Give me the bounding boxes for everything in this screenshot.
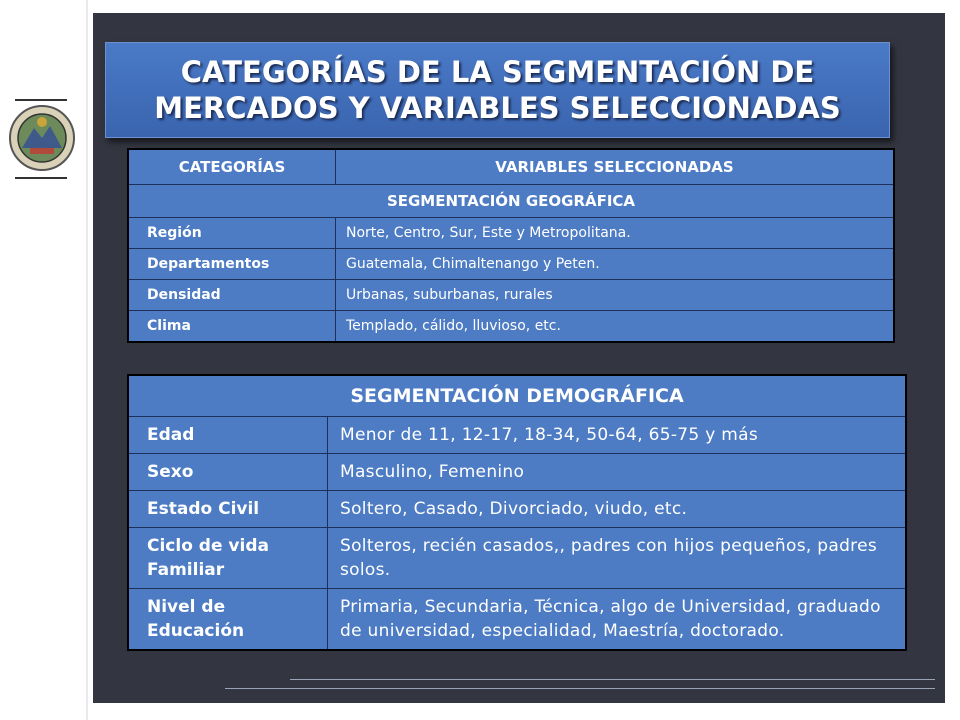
demo-section-title: SEGMENTACIÓN DEMOGRÁFICA xyxy=(128,375,906,417)
title-banner xyxy=(105,42,890,138)
row-value: Norte, Centro, Sur, Este y Metropolitana. xyxy=(336,218,895,249)
row-value: Masculino, Femenino xyxy=(328,454,907,491)
footer-rule-2 xyxy=(225,688,935,689)
row-category: Sexo xyxy=(128,454,328,491)
table-row xyxy=(128,454,906,491)
table-row xyxy=(128,491,906,528)
table-row xyxy=(128,249,894,280)
logo-rule-bottom xyxy=(15,177,67,179)
table-row xyxy=(128,218,894,249)
slide-title: CATEGORÍAS DE LA SEGMENTACIÓN DE MERCADOS Y VARIABLES SELECCIONADAS xyxy=(154,55,841,125)
section-row xyxy=(128,185,894,218)
row-category: Región xyxy=(128,218,336,249)
row-category: Edad xyxy=(128,417,328,454)
left-border-line xyxy=(86,0,88,720)
footer-rule-1 xyxy=(290,679,935,680)
table-row xyxy=(128,311,894,343)
row-category: Nivel de Educación xyxy=(128,589,328,651)
row-value: Urbanas, suburbanas, rurales xyxy=(336,280,895,311)
table-header-row xyxy=(128,149,894,185)
geo-section-title: SEGMENTACIÓN GEOGRÁFICA xyxy=(128,185,894,218)
row-value: Solteros, recién casados,, padres con hijos pequeños, padres solos. xyxy=(328,528,907,589)
row-value: Primaria, Secundaria, Técnica, algo de Universidad, graduado de universidad, especialidad, Maestría, doctorado. xyxy=(328,589,907,651)
table-row xyxy=(128,280,894,311)
header-variables: VARIABLES SELECCIONADAS xyxy=(336,149,895,185)
section-row xyxy=(128,375,906,417)
table-row xyxy=(128,589,906,651)
row-category: Densidad xyxy=(128,280,336,311)
table-row xyxy=(128,528,906,589)
row-value: Guatemala, Chimaltenango y Peten. xyxy=(336,249,895,280)
row-category: Clima xyxy=(128,311,336,343)
demographic-segmentation-table xyxy=(127,374,907,651)
header-categories: CATEGORÍAS xyxy=(128,149,336,185)
university-seal-icon xyxy=(8,104,76,172)
logo-rule-top xyxy=(15,99,67,101)
row-value: Templado, cálido, lluvioso, etc. xyxy=(336,311,895,343)
row-value: Menor de 11, 12-17, 18-34, 50-64, 65-75 y más xyxy=(328,417,907,454)
geographic-segmentation-table xyxy=(127,148,895,343)
row-category: Departamentos xyxy=(128,249,336,280)
table-row xyxy=(128,417,906,454)
row-value: Soltero, Casado, Divorciado, viudo, etc. xyxy=(328,491,907,528)
row-category: Ciclo de vida Familiar xyxy=(128,528,328,589)
row-category: Estado Civil xyxy=(128,491,328,528)
